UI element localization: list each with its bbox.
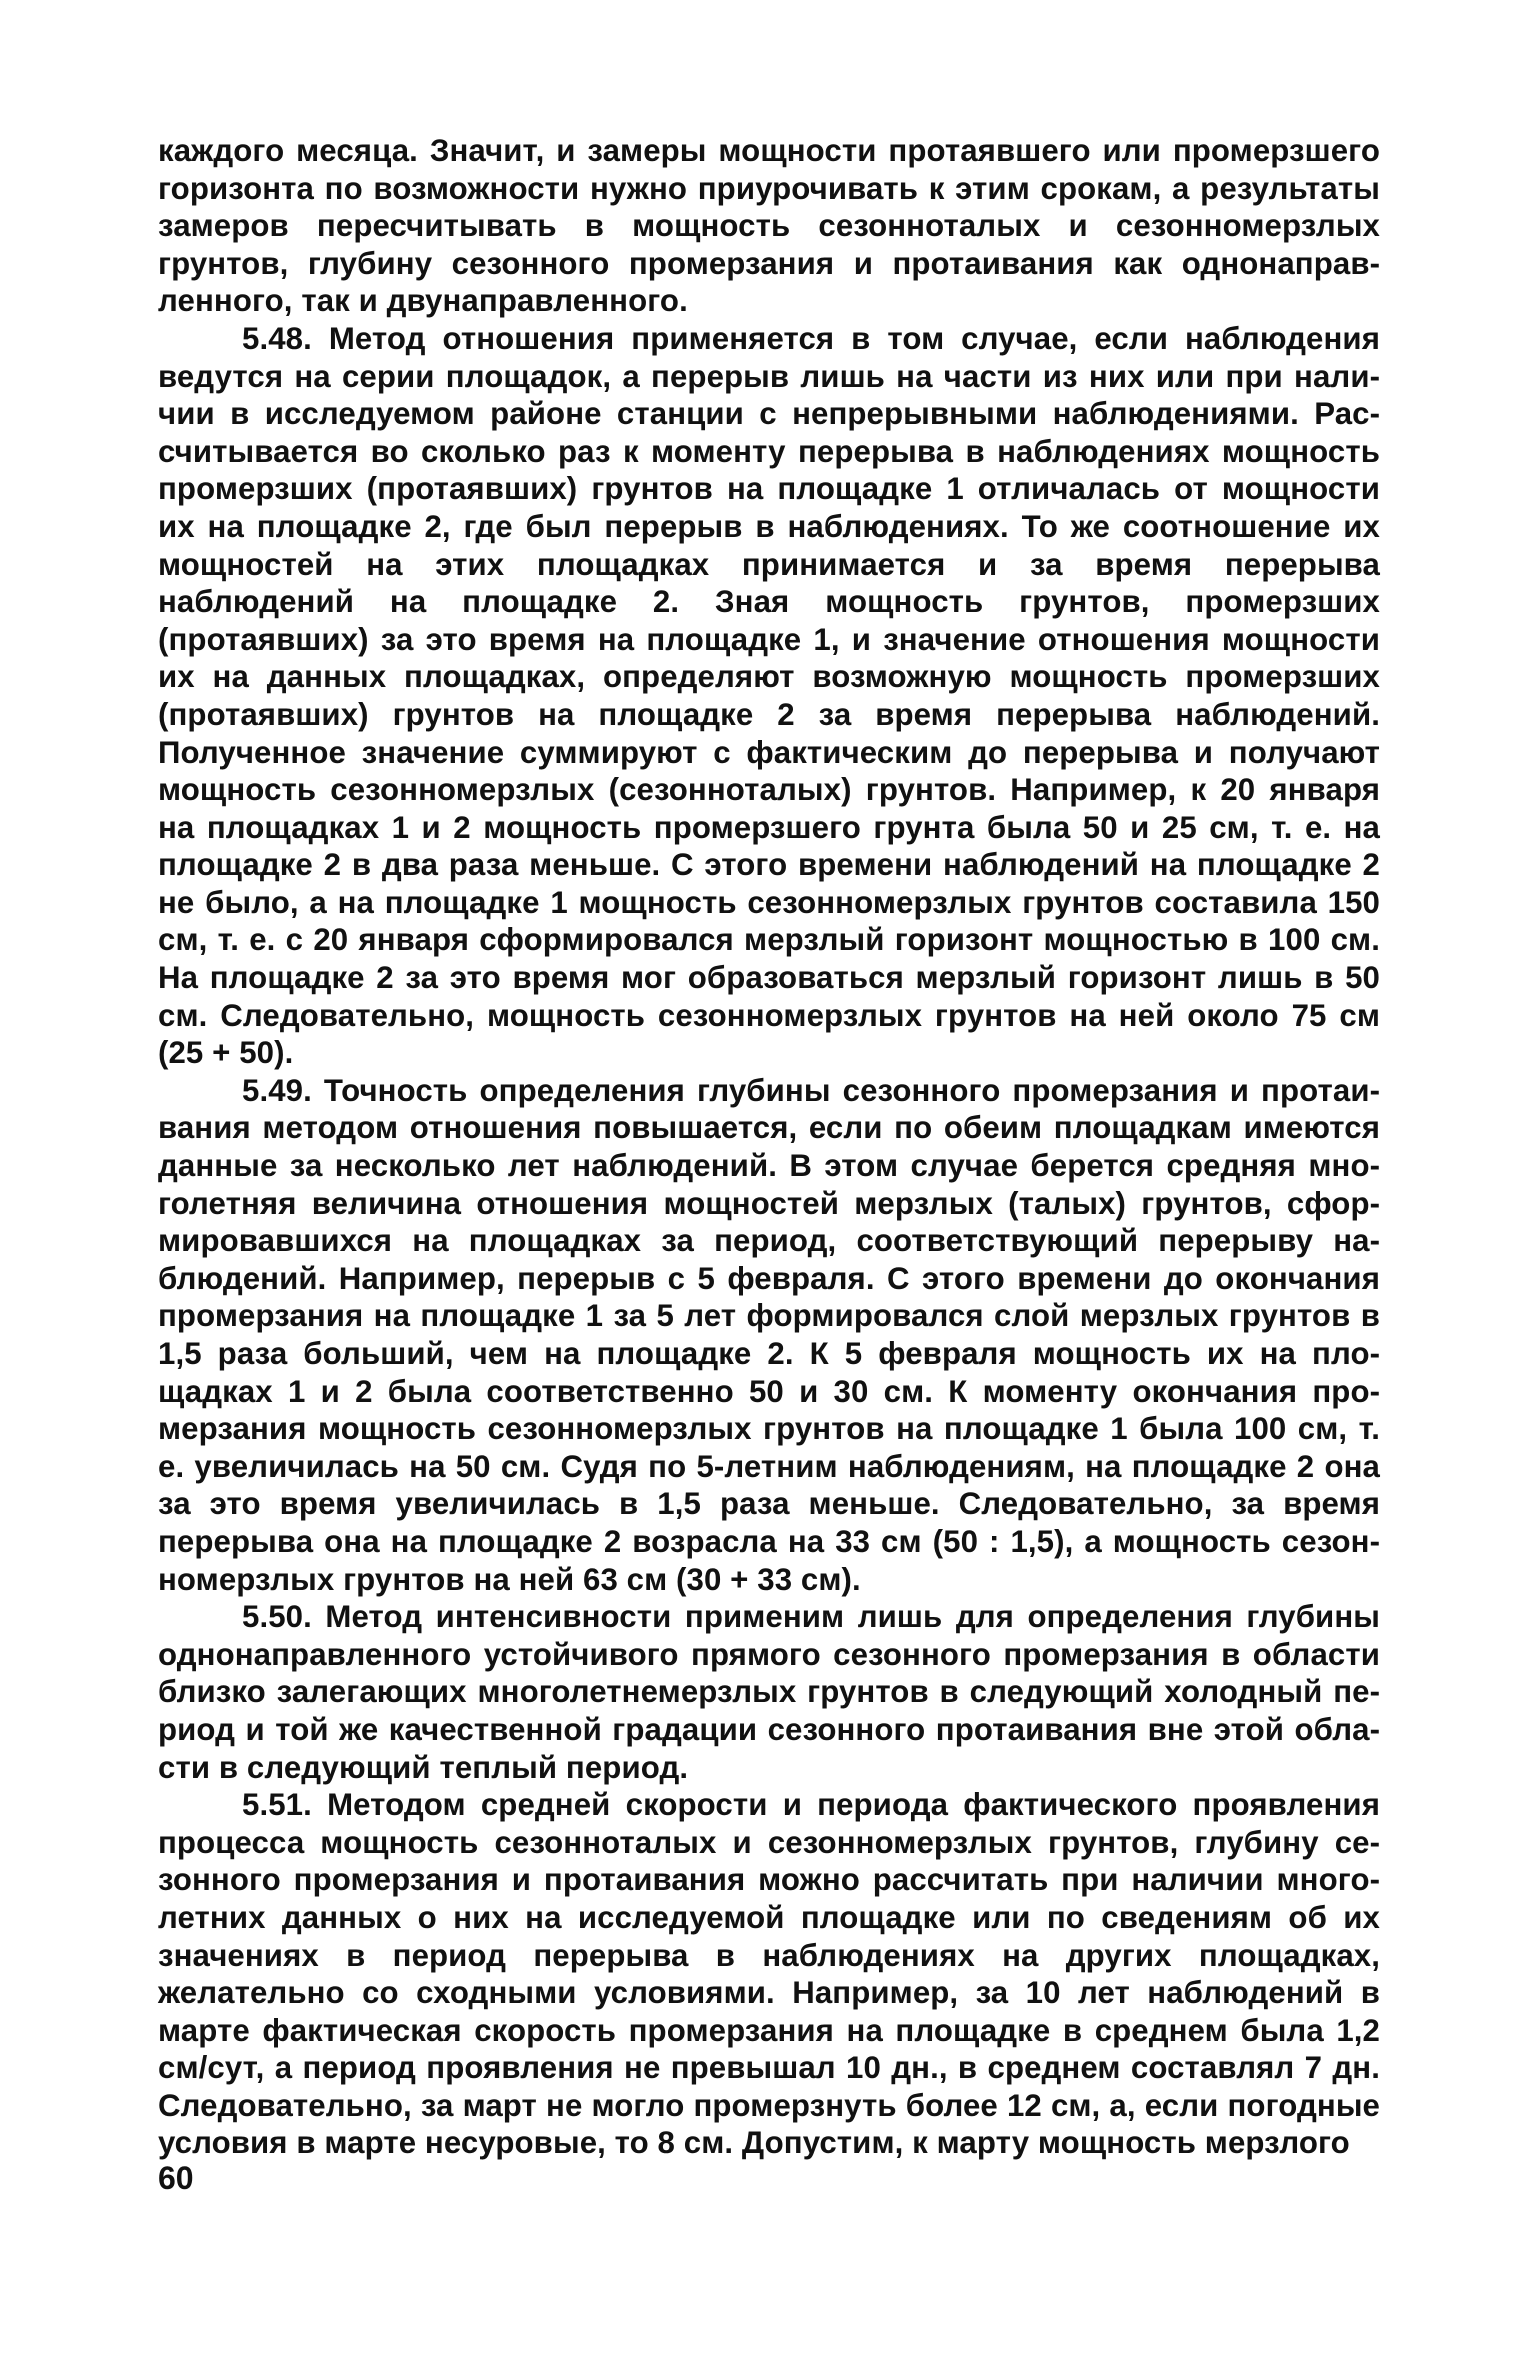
paragraph-number: 5.51. (242, 1787, 312, 1823)
page-body (158, 132, 1380, 2162)
page-number: 60 (158, 2160, 194, 2196)
paragraph-text: Точность определения глубины сезонного промерзания и протаивания методом отношения повышается, если по обеим площадкам имеются данные за несколько лет наблюдений. В этом случае берется средняя многолетняя величина отношения мощностей мерзлых (талых) грунтов, сформировавшихся на площадках за период, соответствующий перерыву наблюдений. Например, перерыв с 5 февраля. С этого времени до окончания промерзания на площадке 1 за 5 лет формировался слой мерзлых грунтов в 1,5 раза больший, чем на площадке 2. К 5 февраля мощность их на площадках 1 и 2 была соответственно 50 и 30 см. К моменту окончания промерзания мощность сезонномерзлых грунтов на площадке 1 была 100 см, т. е. увеличилась на 50 см. Судя по 5-летним наблюдениям, на площадке 2 она за это время увеличилась в 1,5 раза меньше. Следовательно, за время перерыва она на площадке 2 возрасла на 33 см (50 : 1,5), а мощность сезонномерзлых грунтов на ней 63 см (30 + 33 см). (158, 1072, 1380, 1597)
paragraph-5-50 (158, 1598, 1380, 1786)
paragraph-number: 5.50. (242, 1599, 312, 1635)
paragraph-continuation (158, 132, 1380, 320)
paragraph-text: Методом средней скорости и периода фактического проявления процесса мощность сезонноталых и сезонномерзлых грунтов, глубину сезонного промерзания и протаивания можно рассчитать при наличии многолетних данных о них на исследуемой площадке или по сведениям об их значениях в период перерыва в наблюдениях на других площадках, желательно со сходными условиями. Например, за 10 лет наблюдений в марте фактическая скорость промерзания на площадке в среднем была 1,2 см/сут, а период проявления не превышал 10 дн., в среднем составлял 7 дн. Следовательно, за март не могло промерзнуть более 12 см, а, если погодные условия в марте несуровые, то 8 см. Допустим, к марту мощность мерзлого (158, 1787, 1380, 2161)
paragraph-5-49 (158, 1072, 1380, 1598)
paragraph-text: каждого месяца. Значит, и замеры мощности протаявшего или промерзшего горизонта по возможности нужно приурочивать к этим срокам, а результаты замеров пересчитывать в мощность сезонноталых и сезонномерзлых грунтов, глубину сезонного промерзания и протаивания как однонаправленного, так и двунаправленного. (158, 133, 1380, 319)
paragraph-text: Метод отношения применяется в том случае, если наблюдения ведутся на серии площадок, а перерыв лишь на части из них или при наличии в исследуемом районе станции с непрерывными наблюдениями. Рассчитывается во сколько раз к моменту перерыва в наблюдениях мощность промерзших (протаявших) грунтов на площадке 1 отличалась от мощности их на площадке 2, где был перерыв в наблюдениях. То же соотношение их мощностей на этих площадках принимается и за время перерыва наблюдений на площадке 2. Зная мощность грунтов, промерзших (протаявших) за это время на площадке 1, и значение отношения мощности их на данных площадках, определяют возможную мощность промерзших (протаявших) грунтов на площадке 2 за время перерыва наблюдений. Полученное значение суммируют с фактическим до перерыва и получают мощность сезонномерзлых (сезонноталых) грунтов. Например, к 20 января на площадках 1 и 2 мощность промерзшего грунта была 50 и 25 см, т. е. на площадке 2 в два раза меньше. С этого времени наблюдений на площадке 2 не было, а на площадке 1 мощность сезонномерзлых грунтов составила 150 см, т. е. с 20 января сформировался мерзлый горизонт мощностью в 100 см. На площадке 2 за это время мог образоваться мерзлый горизонт лишь в 50 см. Следовательно, мощность сезонномерзлых грунтов на ней около 75 см (25 + 50). (158, 320, 1381, 1071)
paragraph-number: 5.48. (242, 320, 312, 356)
paragraph-text: Метод интенсивности применим лишь для определения глубины однонаправленного устойчивого прямого сезонного промерзания в области близко залегающих многолетнемерзлых грунтов в следующий холодный период и той же качественной градации сезонного протаивания вне этой области в следующий теплый период. (158, 1599, 1381, 1785)
paragraph-5-51 (158, 1786, 1380, 2162)
paragraph-number: 5.49. (242, 1072, 312, 1108)
paragraph-5-48 (158, 320, 1380, 1072)
